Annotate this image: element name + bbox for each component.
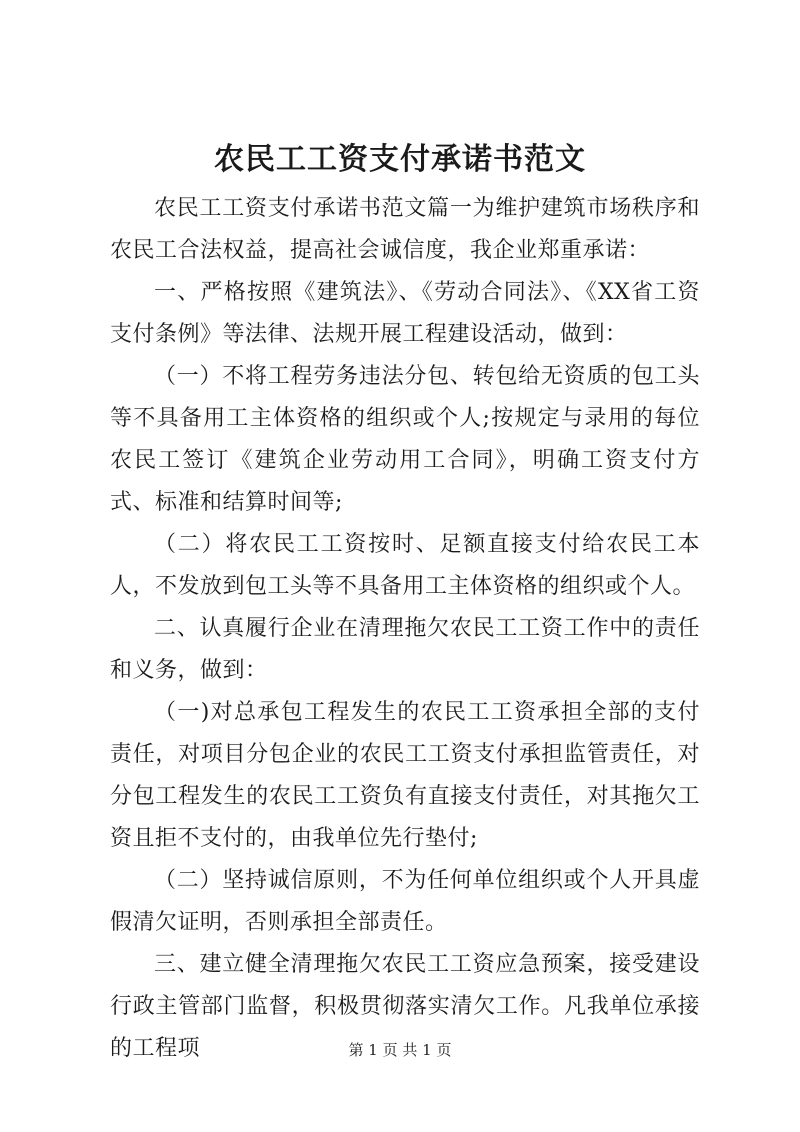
paragraph-section-3: 三、建立健全清理拖欠农民工工资应急预案，接受建设行政主管部门监督，积极贯彻落实清欠工作。凡我单位承接的工程项 — [110, 952, 700, 1061]
document-title: 农民工工资支付承诺书范文 — [214, 142, 586, 177]
paragraph-section-1-item-2: （二）将农民工工资按时、足额直接支付给农民工本人，不发放到包工头等不具备用工主体资格的组织或个人。 — [110, 532, 700, 599]
paragraph-section-1: 一、严格按照《建筑法》、《劳动合同法》、《XX省工资支付条例》等法律、法规开展工程建设活动，做到： — [110, 280, 700, 347]
paragraph-section-2-item-2: （二）坚持诚信原则，不为任何单位组织或个人开具虚假清欠证明，否则承担全部责任。 — [110, 868, 700, 935]
page-footer: 第 1 页 共 1 页 — [348, 1041, 452, 1059]
paragraph-section-2: 二、认真履行企业在清理拖欠农民工工资工作中的责任和义务，做到： — [110, 616, 700, 683]
paragraph-intro: 农民工工资支付承诺书范文篇一为维护建筑市场秩序和农民工合法权益，提高社会诚信度，我企业郑重承诺： — [110, 196, 700, 263]
document-body — [110, 188, 700, 1070]
paragraph-section-1-item-1: （一）不将工程劳务违法分包、转包给无资质的包工头等不具备用工主体资格的组织或个人;按规定与录用的每位农民工签订《建筑企业劳动用工合同》，明确工资支付方式、标准和结算时间等; — [110, 364, 700, 515]
paragraph-section-2-item-1: （一)对总承包工程发生的农民工工资承担全部的支付责任，对项目分包企业的农民工工资支付承担监管责任，对分包工程发生的农民工工资负有直接支付责任，对其拖欠工资且拒不支付的，由我单位先行垫付; — [110, 700, 700, 851]
